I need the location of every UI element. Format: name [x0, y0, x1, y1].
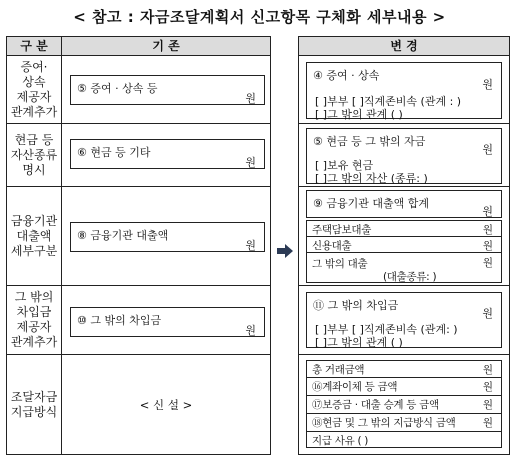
changed-loan-items: 주택담보대출 원 신용대출 원 그 밖의 대출 원 (대출종류: )	[306, 220, 502, 283]
category-cell: 조달자금 지급방식	[10, 389, 58, 419]
document-title: < 참고 : 자금조달계획서 신고항목 구체화 세부내용 >	[73, 8, 446, 26]
changed-field-other-borrowing: ⑪ 그 밖의 차입금 원 [ ]부부 [ ]직계존비속 (관계: ) [ ]그 밖의 관계 ( )	[306, 292, 502, 348]
changed-field-gift-inheritance: ④ 증여 · 상속 원 [ ]부부 [ ]직계존비속 (관계 : ) [ ]그 밖의 관계 ( )	[306, 62, 502, 119]
grid-line	[298, 354, 510, 355]
existing-new-label: < 신 설 >	[139, 398, 193, 412]
category-cell: 증여· 상속 제공자 관계추가	[10, 59, 58, 119]
changed-payment-method: 총 거래금액 원 ⑯계좌이체 등 금액 원 ⑰보증금 · 대출 승계 등 금액 원 ⑱현금 및 그 밖의 지급방식 금액 원 지급 사유 ( )	[306, 360, 502, 448]
grid-line	[298, 285, 510, 286]
header-changed: 변 경	[298, 36, 510, 56]
existing-field-bank-loan: ⑧ 금융기관 대출액 원	[70, 222, 265, 252]
header-category: 구 분	[6, 36, 62, 56]
grid-line	[61, 55, 62, 454]
grid-line	[298, 454, 510, 455]
category-cell: 현금 등 자산종류 명시	[10, 132, 58, 177]
existing-field-other-borrowing: ⑩ 그 밖의 차입금 원	[70, 307, 265, 337]
grid-line	[6, 454, 271, 455]
right-arrow-icon	[277, 244, 293, 258]
changed-field-bank-loan-total: ⑨ 금융기관 대출액 합계 원	[306, 190, 502, 218]
category-cell: 금융기관 대출액 세부구분	[10, 213, 58, 258]
grid-line	[509, 55, 510, 454]
grid-line	[298, 186, 510, 187]
header-existing: 기 존	[61, 36, 271, 56]
grid-line	[270, 55, 271, 454]
category-cell: 그 밖의 차입금 제공자 관계추가	[10, 290, 58, 349]
grid-line	[298, 123, 510, 124]
existing-field-gift-inheritance: ⑤ 증여 · 상속 등 원	[70, 75, 265, 105]
changed-field-cash-other: ⑤ 현금 등 그 밖의 자금 원 [ ]보유 현금 [ ]그 밖의 자산 (종류: )	[306, 128, 502, 184]
grid-line	[298, 55, 299, 454]
existing-field-cash-other: ⑥ 현금 등 기타 원	[70, 139, 265, 169]
